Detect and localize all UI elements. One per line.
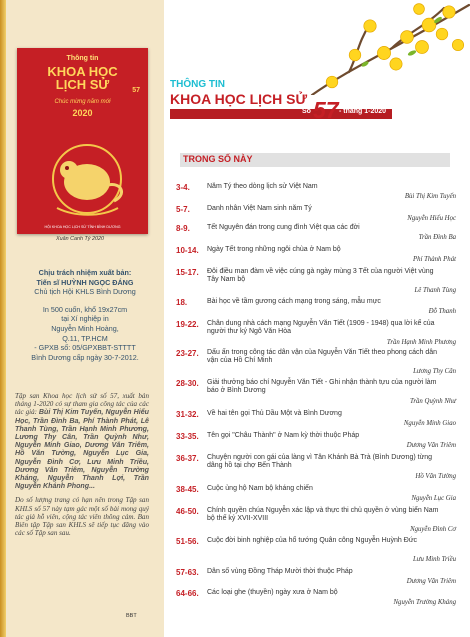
editorial-heading: Chịu trách nhiệm xuất bản: — [38, 268, 132, 277]
toc-author: Nguyễn Trường Kháng — [393, 599, 456, 606]
cover-title-line1: KHOA HỌC — [47, 64, 118, 79]
cover-greeting: Chúc mừng năm mới — [54, 99, 111, 105]
toc-page-number: 31-32. — [176, 410, 199, 419]
print-run-line-1: In 500 cuốn, khổ 19x27cm — [42, 304, 128, 314]
toc-page-number: 8-9. — [176, 224, 190, 233]
toc-author: Hồ Văn Tường — [415, 473, 456, 480]
toc-title: Chuyện người con gái của làng vì Tân Khánh Bà Trà (Bình Dương) từng dâng hồ tại chợ Bến Thành — [207, 454, 433, 470]
toc-author: Dương Văn Triêm — [406, 442, 456, 449]
cover-issue-number: 57 — [132, 87, 140, 94]
toc-page-number: 18. — [176, 298, 188, 307]
cover-year: 2020 — [72, 108, 93, 118]
toc-title: Tết Nguyên đán trong cung đình Việt qua các đời — [207, 224, 360, 231]
toc-title: Đôi điều man đàm về việc cúng gà ngày mùng 3 Tết của người Việt vùng Tây Nam bộ — [207, 268, 434, 284]
intro-text: Tập san Khoa học lịch sử số 57, xuất bản tháng 1-2020 có sự tham gia công tác của các tác giả: — [15, 392, 149, 417]
toc-page-number: 33-35. — [176, 432, 199, 441]
toc-author: Đỗ Thanh — [428, 308, 456, 315]
toc-page-number: 23-27. — [176, 349, 199, 358]
editorial-role: Chủ tịch Hội KHLS Bình Dương — [34, 287, 136, 297]
cover-caption: Xuân Canh Tý 2020 — [56, 236, 104, 242]
toc-page-number: 19-22. — [176, 320, 199, 329]
toc-title: Dấu ấn trong công tác dân vận của Nguyễn Văn Tiết theo phong cách dân vận của Hồ Chí Minh — [207, 349, 437, 365]
toc-page-number: 28-30. — [176, 379, 199, 388]
toc-author: Lê Thanh Tùng — [414, 287, 456, 294]
toc-page-number: 36-37. — [176, 454, 199, 463]
section-title: TRONG SỐ NÀY — [183, 154, 253, 164]
toc-page-number: 38-45. — [176, 485, 199, 494]
toc-title: Dân số vùng Đồng Tháp Mười thời thuộc Pháp — [207, 568, 353, 575]
editorial-board-signature: BBT — [126, 613, 137, 619]
cover-kicker: Thông tin — [66, 55, 99, 62]
toc-title: Ngày Tết trong những ngôi chùa ở Nam bộ — [207, 246, 341, 253]
toc-author: Nguyễn Minh Giao — [403, 420, 456, 427]
toc-title: Về hai tên gọi Thủ Dầu Một và Bình Dương — [207, 410, 342, 417]
toc-author: Phí Thành Phát — [412, 256, 456, 263]
toc-author: Nguyễn Đình Cơ — [410, 526, 456, 533]
toc-title: Chính quyền chúa Nguyễn xác lập và thực thi chủ quyền ở vùng biển Nam bộ thế kỷ XVII-XVIII — [207, 507, 439, 523]
toc-page-number: 57-63. — [176, 568, 199, 577]
cover-title-line2: LỊCH SỬ — [55, 77, 110, 92]
header-title: KHOA HỌC LỊCH SỬ — [170, 91, 308, 107]
toc-title: Cuộc đời binh nghiệp của hổ tướng Quân công Nguyễn Huỳnh Đức — [207, 537, 418, 544]
toc-author: Trần Hạnh Minh Phương — [386, 339, 456, 346]
toc-page-number: 46-50. — [176, 507, 199, 516]
issue-number: 57 — [313, 97, 339, 123]
intro-text-2: Do số lượng trang có hạn nên trong Tập san KHLS số 57 này tạm gác một số bài mong quý tác giả hỗ viên, cộng tác viên thông cảm. Ban Biên tập Tập san KHLS sẽ tiếp tục đăng vào các số Tập san sau. — [15, 496, 149, 538]
toc-author: Nguyễn Hiếu Học — [407, 215, 456, 222]
toc-page-number: 51-56. — [176, 537, 199, 546]
contributors-list: Bùi Thị Kim Tuyến, Nguyễn Hiếu Học, Trần Đình Ba, Phí Thành Phát, Lê Thanh Tùng, Trần Hạnh Minh Phương, Lương Thy Cân, Trần Quỳnh Như, Nguyễn Minh Giao, Dương Văn Triêm, Hồ Văn Tường, Nguyễn Lục Gia, Nguyễn Đình Cơ, Lưu Minh Triều, Dương Văn Triêm, Nguyễn Trường Kháng, Nguyễn Thanh Lợi, Trần Nguyễn Khánh Phong... — [15, 408, 149, 491]
toc-author: Trần Đình Ba — [418, 234, 456, 241]
toc-author: Bùi Thị Kim Tuyến — [404, 193, 456, 200]
header-kicker: THÔNG TIN — [170, 79, 225, 90]
toc-title: Bài học về tầm gương cách mạng trong sáng, mẫu mực — [207, 298, 381, 305]
toc-author: Dương Văn Triêm — [406, 578, 456, 585]
toc-page-number: 64-66. — [176, 589, 199, 598]
issue-month: - tháng 1-2020 — [339, 108, 387, 115]
toc-title: Các loại ghe (thuyền) ngày xưa ở Nam bộ — [207, 589, 338, 596]
print-run-line-2: tại Xí nghiệp in — [61, 314, 109, 324]
print-run-line-4: Q.11, TP.HCM — [62, 333, 108, 343]
toc-title: Giải thưởng báo chí Nguyễn Văn Tiết - Ghi nhận thành tựu của người làm báo ở Bình Dương — [207, 379, 437, 395]
cover-publisher-line: HỘI KHOA HỌC LỊCH SỬ TỈNH BÌNH DƯƠNG — [44, 225, 121, 229]
print-run-line-6: Bình Dương cấp ngày 30-7-2012. — [31, 352, 139, 362]
toc-page-number: 15-17. — [176, 268, 199, 277]
toc-title: Chân dung nhà cách mạng Nguyễn Văn Tiết (1909 - 1948) qua lời kể của người thư ký Ngô Văn Hòa — [207, 320, 435, 336]
toc-author: Nguyễn Lục Gia — [411, 495, 456, 502]
toc-page-number: 5-7. — [176, 205, 190, 214]
toc-author: Lương Thy Cân — [413, 368, 456, 375]
issue-label: Số — [302, 108, 311, 115]
toc-author: Trần Quỳnh Như — [409, 398, 456, 405]
print-run-line-3: Nguyễn Minh Hoàng, — [51, 323, 119, 333]
toc-title: Cuộc ủng hộ Nam bộ kháng chiến — [207, 485, 313, 492]
toc-title: Năm Tý theo dòng lịch sử Việt Nam — [207, 183, 318, 190]
editorial-name: Tiến sĩ HUỲNH NGỌC ĐÁNG — [36, 277, 134, 287]
print-run-line-5: - GPXB số: 05/GPXBBT-STTTT — [34, 343, 136, 353]
toc-author: Lưu Minh Triều — [413, 556, 456, 563]
toc-page-number: 3-4. — [176, 183, 190, 192]
toc-title: Danh nhân Việt Nam sinh năm Tý — [207, 205, 312, 212]
toc-page-number: 10-14. — [176, 246, 199, 255]
toc-title: Tên gọi "Châu Thành" ở Nam kỳ thời thuộc Pháp — [207, 432, 360, 439]
